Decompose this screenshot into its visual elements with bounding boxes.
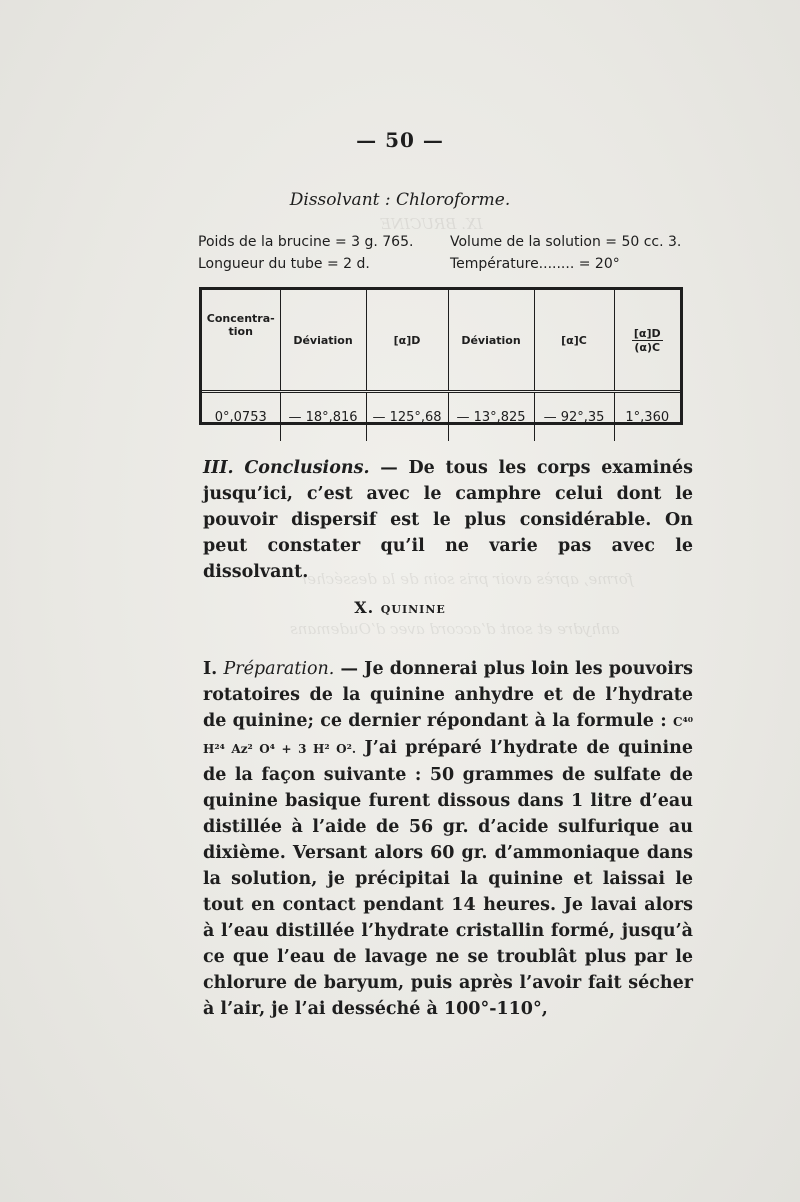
preparation-text-b: J’ai préparé l’hydrate de quinine de la façon suivante : 50 grammes de sulfate de quinine basique furent dissous dans 1 litre d’eau distillée à l’aide de 56 gr. d’acide sulfurique au dixième. Versant alors 60 gr. d’ammoniaque dans la solution, je précipitai la quinine et laissai le tout en contact pendant 14 heures. Je lavai alors à l’eau distillée l’hydrate cristallin formé, jusqu’à ce que l’eau de lavage ne se troublât plus par le chlorure de baryum, puis après l’avoir fait sécher à l’air, je l’ai desséché à 100°-110°, [203, 738, 694, 1019]
header-deviation-d: Déviation [280, 290, 366, 392]
bleed-through-text: forme, après avoir pris soin de la dessécher [300, 570, 634, 588]
ratio-numerator: [α]D [633, 326, 661, 340]
bleed-through-text: anhydre et sont d’accord avec d’Oudemans [290, 620, 620, 638]
ratio-denominator: (α)C [634, 340, 661, 354]
temperature: Température........ = 20° [450, 256, 620, 272]
section-title: QUININE [380, 603, 446, 616]
solution-volume: Volume de la solution = 50 cc. 3. [450, 234, 682, 250]
tube-length: Longueur du tube = 2 d. [198, 256, 370, 272]
cell-concentration: 0°,0753 [214, 409, 267, 425]
quinine-formula: C⁴⁰ H²⁴ Az² O⁴ + 3 H² O². [203, 715, 693, 756]
header-deviation-c: Déviation [448, 290, 534, 392]
preparation-paragraph [203, 656, 693, 1022]
conclusions-label: III. Conclusions. [203, 458, 370, 478]
section-number: X. [354, 598, 375, 617]
header-concentration: Concentra-tion [202, 290, 280, 392]
header-alpha-d: [α]D [366, 290, 448, 392]
preparation-label: Préparation. [223, 659, 335, 679]
cell-ratio: 1°,360 [614, 392, 680, 442]
cell-deviation-c: — 13°,825 [448, 392, 534, 442]
brucine-weight: Poids de la brucine = 3 g. 765. [198, 234, 414, 250]
params-line-2 [198, 256, 698, 272]
ratio-fraction [632, 327, 663, 354]
table-header-row [202, 290, 680, 392]
cell-alpha-d: — 125°,68 [366, 392, 448, 442]
rotation-table [199, 287, 683, 425]
preparation-number: I. [203, 659, 218, 679]
params-line-1 [198, 234, 698, 250]
section-heading [0, 598, 800, 617]
conclusions-paragraph [203, 455, 693, 585]
cell-deviation-d: — 18°,816 [280, 392, 366, 442]
conclusions-text: — De tous les corps examinés jusqu’ici, c’est avec le camphre celui dont le pouvoir dispersif est le plus considérable. On peut constater qu’il ne varie pas avec le dissolvant. [203, 458, 694, 582]
table-row [202, 392, 680, 442]
header-ratio [614, 290, 680, 392]
bleed-through-text: IX. BRUCINE [380, 215, 483, 233]
page-number: — 50 — [356, 128, 444, 152]
solvent-heading: Dissolvant : Chloroforme. [289, 190, 511, 210]
header-alpha-c: [α]C [534, 290, 614, 392]
preparation-text-a: — Je donnerai plus loin les pouvoirs rotatoires de la quinine anhydre et de l’hydrate de quinine; ce dernier répondant à la formule : [203, 659, 693, 731]
cell-alpha-c: — 92°,35 [534, 392, 614, 442]
